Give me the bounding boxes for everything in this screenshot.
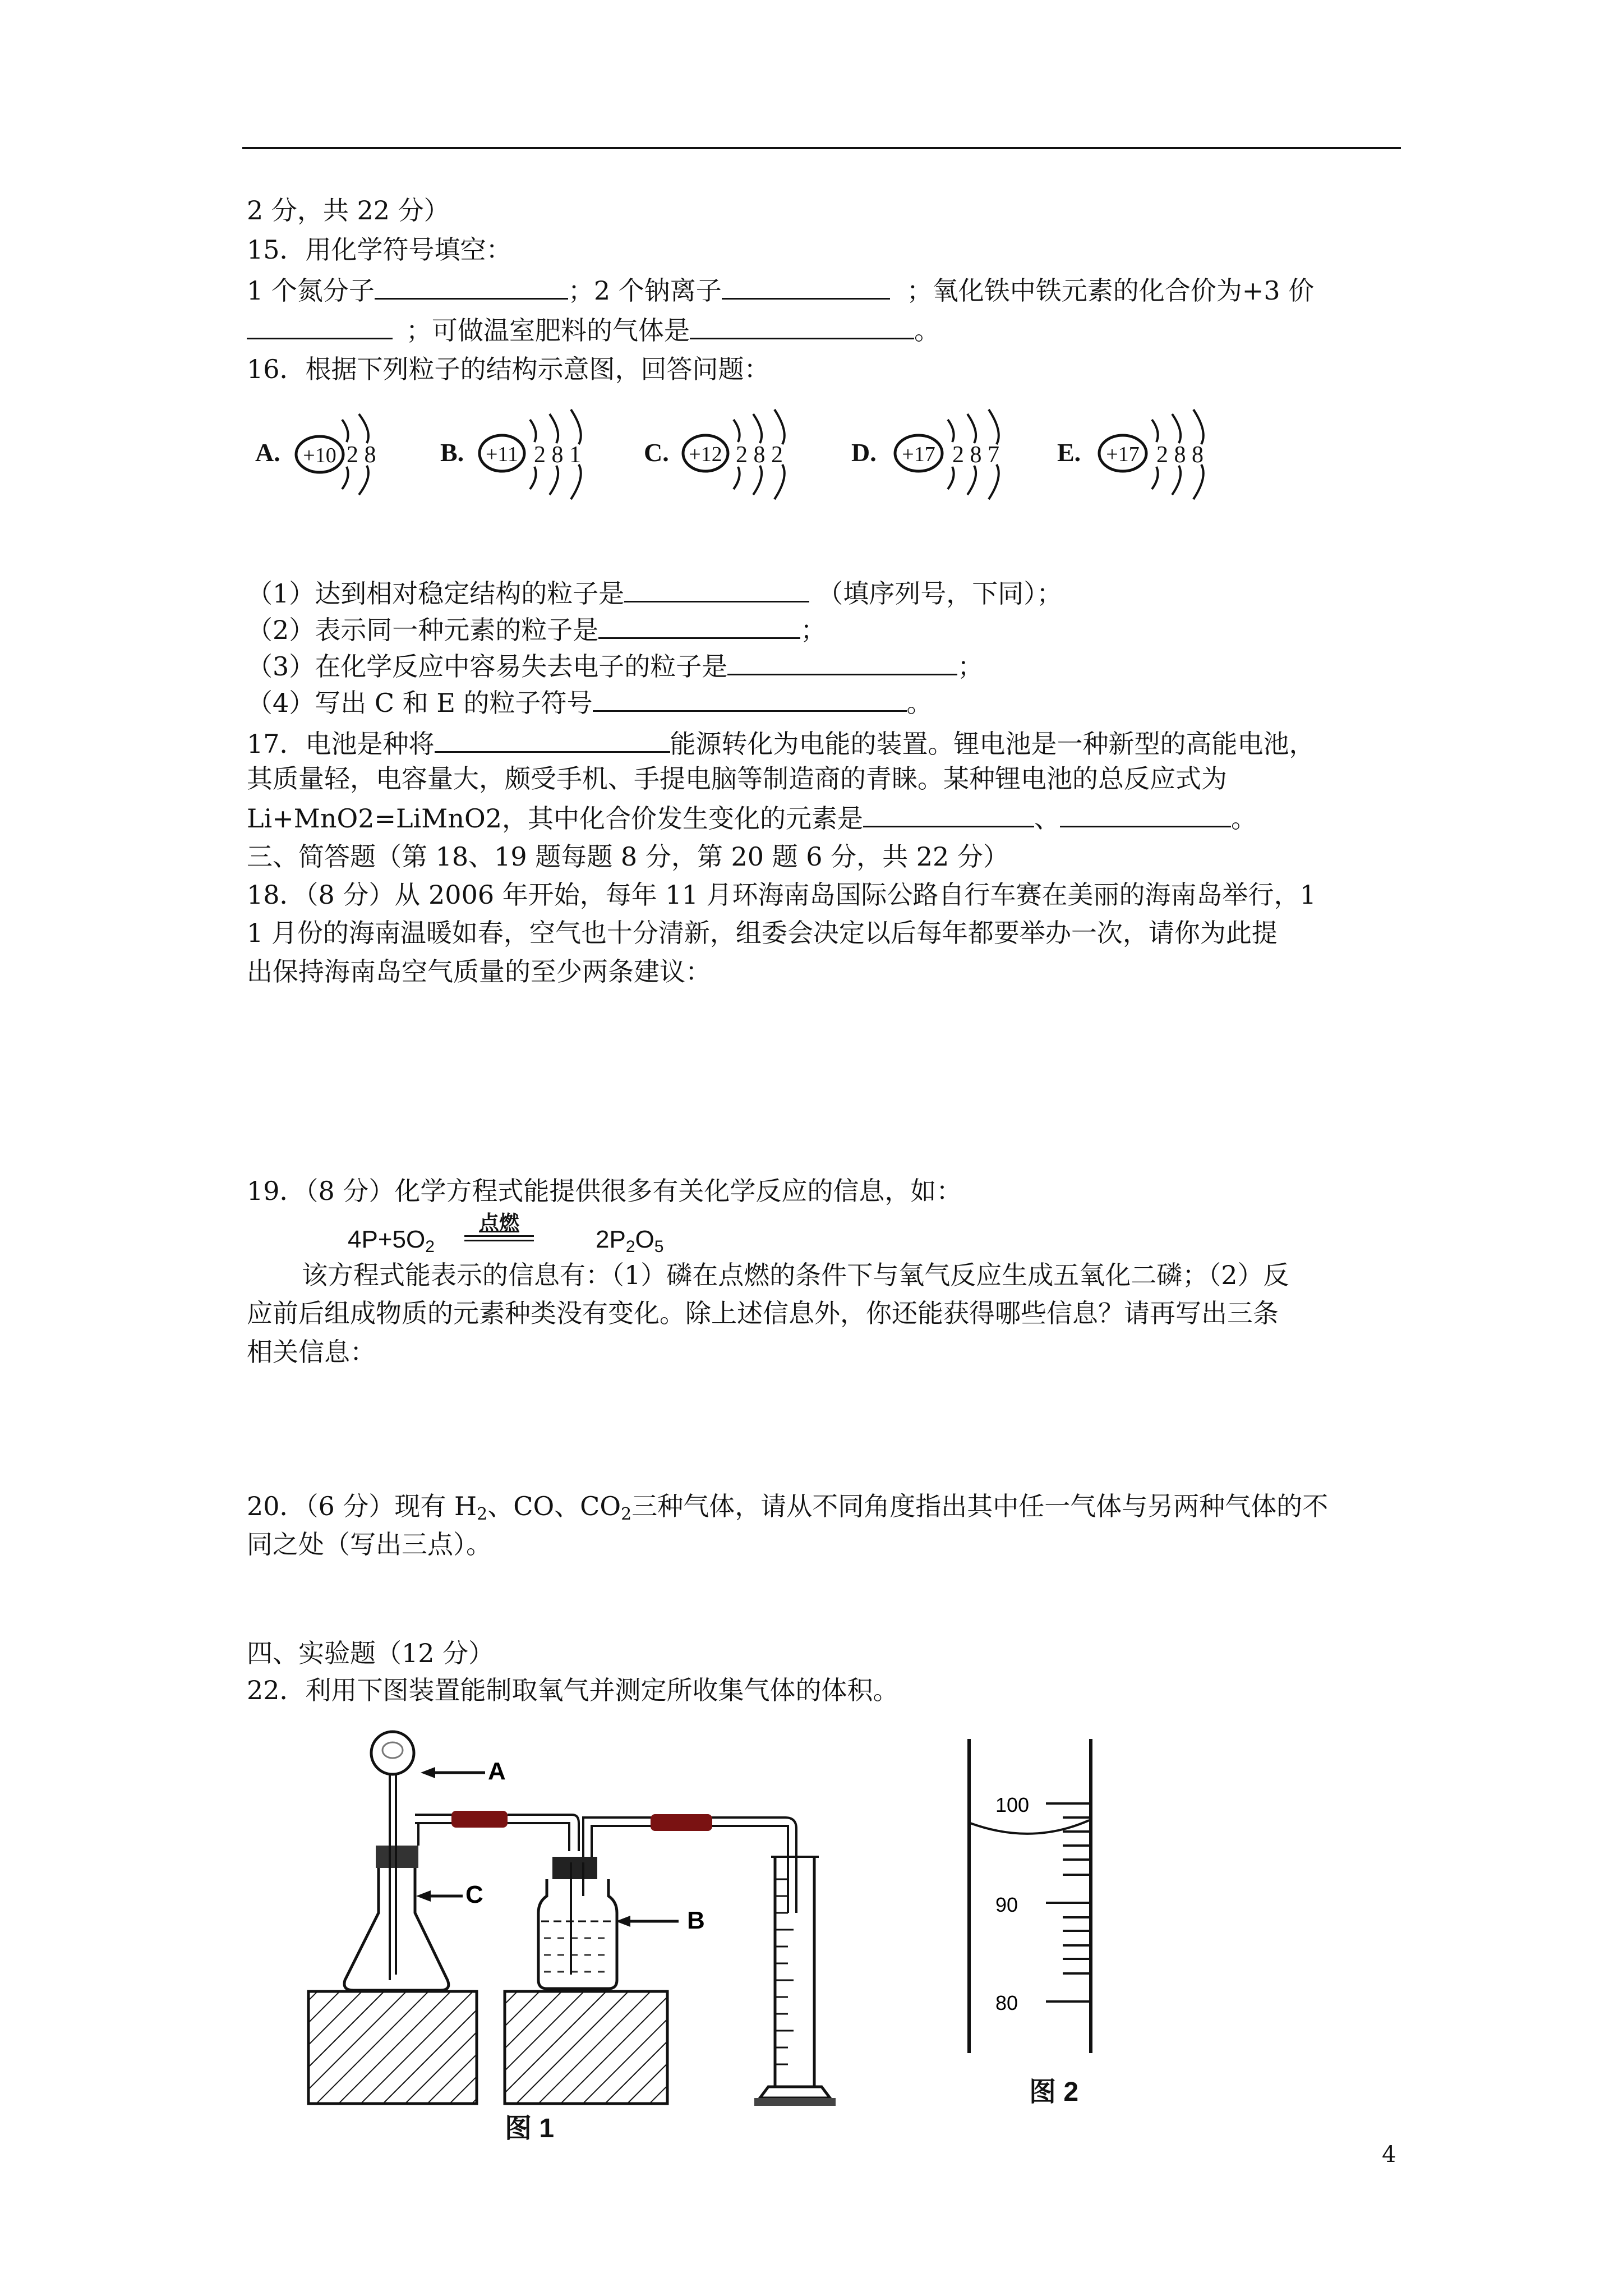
q16-sub2-text: （2）表示同一种元素的粒子是: [247, 615, 599, 645]
q16-sub1-note: （填序列号，下同）；: [817, 578, 1063, 609]
answer-blank[interactable]: [247, 313, 393, 339]
q16-sub3-text: （3）在化学反应中容易失去电子的粒子是: [247, 651, 728, 682]
label-c: C: [465, 1881, 483, 1908]
q19-line3: 应前后组成物质的元素种类没有变化。除上述信息外，你还能获得哪些信息？请再写出三条: [247, 1298, 1279, 1328]
answer-blank[interactable]: [435, 726, 670, 753]
q15-text-d: ；可做温室肥料的气体是: [406, 315, 690, 346]
q17-sep: 、: [1034, 803, 1061, 834]
particle-d-nucleus: +17: [902, 443, 935, 466]
particle-a-letter: A.: [255, 438, 280, 467]
answer-blank[interactable]: [690, 313, 914, 339]
q16-sub4: [247, 685, 933, 720]
q18-line1: 18．（8 分）从 2006 年开始，每年 11 月环海南岛国际公路自行车赛在美丽的海南岛举行，1: [247, 880, 1316, 910]
particle-d-shells: 2 8 7: [952, 442, 999, 468]
tick-100: 100: [995, 1793, 1030, 1816]
q15-text-a: 1 个氮分子: [247, 275, 375, 306]
block-middle: [505, 1991, 667, 2104]
funnel-bulb: [371, 1732, 414, 1774]
answer-blank[interactable]: [863, 801, 1034, 827]
q17-text-c: Li+MnO2=LiMnO2，其中化合价发生变化的元素是: [247, 803, 864, 834]
q16-sub1-text: （1）达到相对稳定结构的粒子是: [247, 578, 625, 609]
q17-text-b: 能源转化为电能的装置。锂电池是一种新型的高能电池，: [670, 729, 1315, 759]
particle-e-nucleus: +17: [1106, 443, 1140, 466]
q19-line4: 相关信息：: [247, 1337, 376, 1367]
section4-title: 四、实验题（12 分）: [247, 1638, 495, 1668]
particle-a-shells: 2 8: [347, 442, 376, 468]
eq-right-a: 2P: [596, 1226, 626, 1253]
answer-blank[interactable]: [375, 273, 568, 300]
particle-e-shells: 2 8 8: [1156, 442, 1204, 468]
q20-text-b: 、CO、CO: [487, 1491, 621, 1521]
q16-sub4-end: 。: [906, 688, 933, 718]
figure1-apparatus: [292, 1728, 886, 2154]
particle-structure-diagrams: [247, 393, 1256, 527]
label-a: A: [488, 1757, 506, 1785]
label-b: B: [687, 1907, 705, 1934]
q20-text-a: 20．（6 分）现有 H: [247, 1491, 477, 1521]
q20-sub-a: 2: [477, 1504, 488, 1524]
q17-text-a: 17．电池是种将: [247, 729, 435, 759]
rubber-tube-1: [451, 1811, 508, 1828]
particle-c-shells: 2 8 2: [736, 442, 783, 468]
particle-c-nucleus: +12: [689, 443, 722, 466]
figure2-cylinder-scale: [948, 1728, 1110, 2064]
q16-sub3: [247, 649, 983, 683]
tick-90: 90: [995, 1893, 1018, 1916]
particle-b-nucleus: +11: [485, 443, 519, 466]
eq-left-sub: 2: [425, 1237, 435, 1256]
q15-line2: [247, 313, 940, 347]
eq-right-sub1: 2: [625, 1237, 635, 1256]
q22-title: 22．利用下图装置能制取氧气并测定所收集气体的体积。: [247, 1675, 899, 1705]
q16-sub2: [247, 613, 826, 647]
eq-condition: 点燃: [478, 1211, 519, 1235]
header-rule: [242, 147, 1401, 149]
graduated-cylinder: [775, 1857, 814, 2087]
particle-a-nucleus: +10: [303, 444, 336, 467]
q18-line2: 1 月份的海南温暖如春，空气也十分清新，组委会决定以后每年都要举办一次，请你为此提: [247, 918, 1278, 948]
particle-d-letter: D.: [851, 438, 877, 467]
answer-blank[interactable]: [593, 685, 907, 712]
q17-line3: [247, 801, 1257, 835]
q15-text-c: ；氧化铁中铁元素的化合价为+3 价: [906, 275, 1315, 306]
answer-blank[interactable]: [598, 613, 800, 639]
q20-text-c: 三种气体，请从不同角度指出其中任一气体与另两种气体的不: [631, 1491, 1329, 1521]
rubber-tube-2: [651, 1814, 712, 1831]
tick-80: 80: [995, 1991, 1018, 2014]
q16-sub4-text: （4）写出 C 和 E 的粒子符号: [247, 688, 593, 718]
q15-line1: [247, 273, 1314, 307]
particle-b-shells: 2 8 1: [534, 442, 581, 468]
particle-e: [1057, 409, 1204, 499]
q17-line2: 其质量轻，电容量大，颇受手机、手提电脑等制造商的青睐。某种锂电池的总反应式为: [247, 763, 1227, 794]
figure2-caption: 图 2: [1029, 2077, 1079, 2107]
eq-right-b: O: [635, 1226, 654, 1253]
header-continuation: 2 分，共 22 分）: [247, 195, 450, 226]
answer-blank[interactable]: [1060, 801, 1231, 827]
eq-left: 4P+5O: [348, 1226, 426, 1253]
figure1-caption: 图 1: [505, 2114, 555, 2143]
q20-line1: [247, 1489, 1328, 1531]
answer-blank[interactable]: [624, 576, 809, 602]
particle-a: [255, 414, 376, 495]
particle-e-letter: E.: [1057, 438, 1081, 467]
q17-end: 。: [1231, 803, 1257, 834]
answer-blank[interactable]: [722, 273, 890, 300]
q15-end: 。: [914, 315, 940, 346]
q20-line2: 同之处（写出三点）。: [247, 1529, 492, 1559]
answer-blank[interactable]: [727, 649, 957, 675]
q19-line1: 19．（8 分）化学方程式能提供很多有关化学反应的信息，如：: [247, 1176, 962, 1206]
eq-arrow: [460, 1212, 538, 1251]
q16-sub3-end: ；: [957, 651, 984, 682]
particle-c-letter: C.: [644, 438, 669, 467]
particle-d: [851, 409, 999, 499]
q15-title: 15．用化学符号填空：: [247, 234, 512, 265]
q18-line3: 出保持海南岛空气质量的至少两条建议：: [247, 956, 711, 987]
particle-b-letter: B.: [440, 438, 464, 467]
eq-right-sub2: 5: [654, 1237, 664, 1256]
q16-sub1: [247, 576, 1062, 610]
q19-line2: 该方程式能表示的信息有：（1）磷在点燃的条件下与氧气反应生成五氧化二磷；（2）反: [302, 1260, 1289, 1290]
section3-title: 三、简答题（第 18、19 题每题 8 分，第 20 题 6 分，共 22 分）: [247, 841, 1009, 872]
q16-title: 16．根据下列粒子的结构示意图，回答问题：: [247, 354, 770, 384]
q17-line1: [247, 726, 1315, 761]
q20-sub-b: 2: [621, 1504, 632, 1524]
q16-sub2-end: ；: [800, 615, 827, 645]
particle-b: [440, 409, 581, 499]
page-number: 4: [1382, 2142, 1396, 2168]
block-left: [308, 1991, 477, 2104]
bottle-cap: [552, 1857, 597, 1879]
particle-c: [644, 409, 785, 499]
q15-text-b: ；2 个钠离子: [568, 275, 722, 306]
